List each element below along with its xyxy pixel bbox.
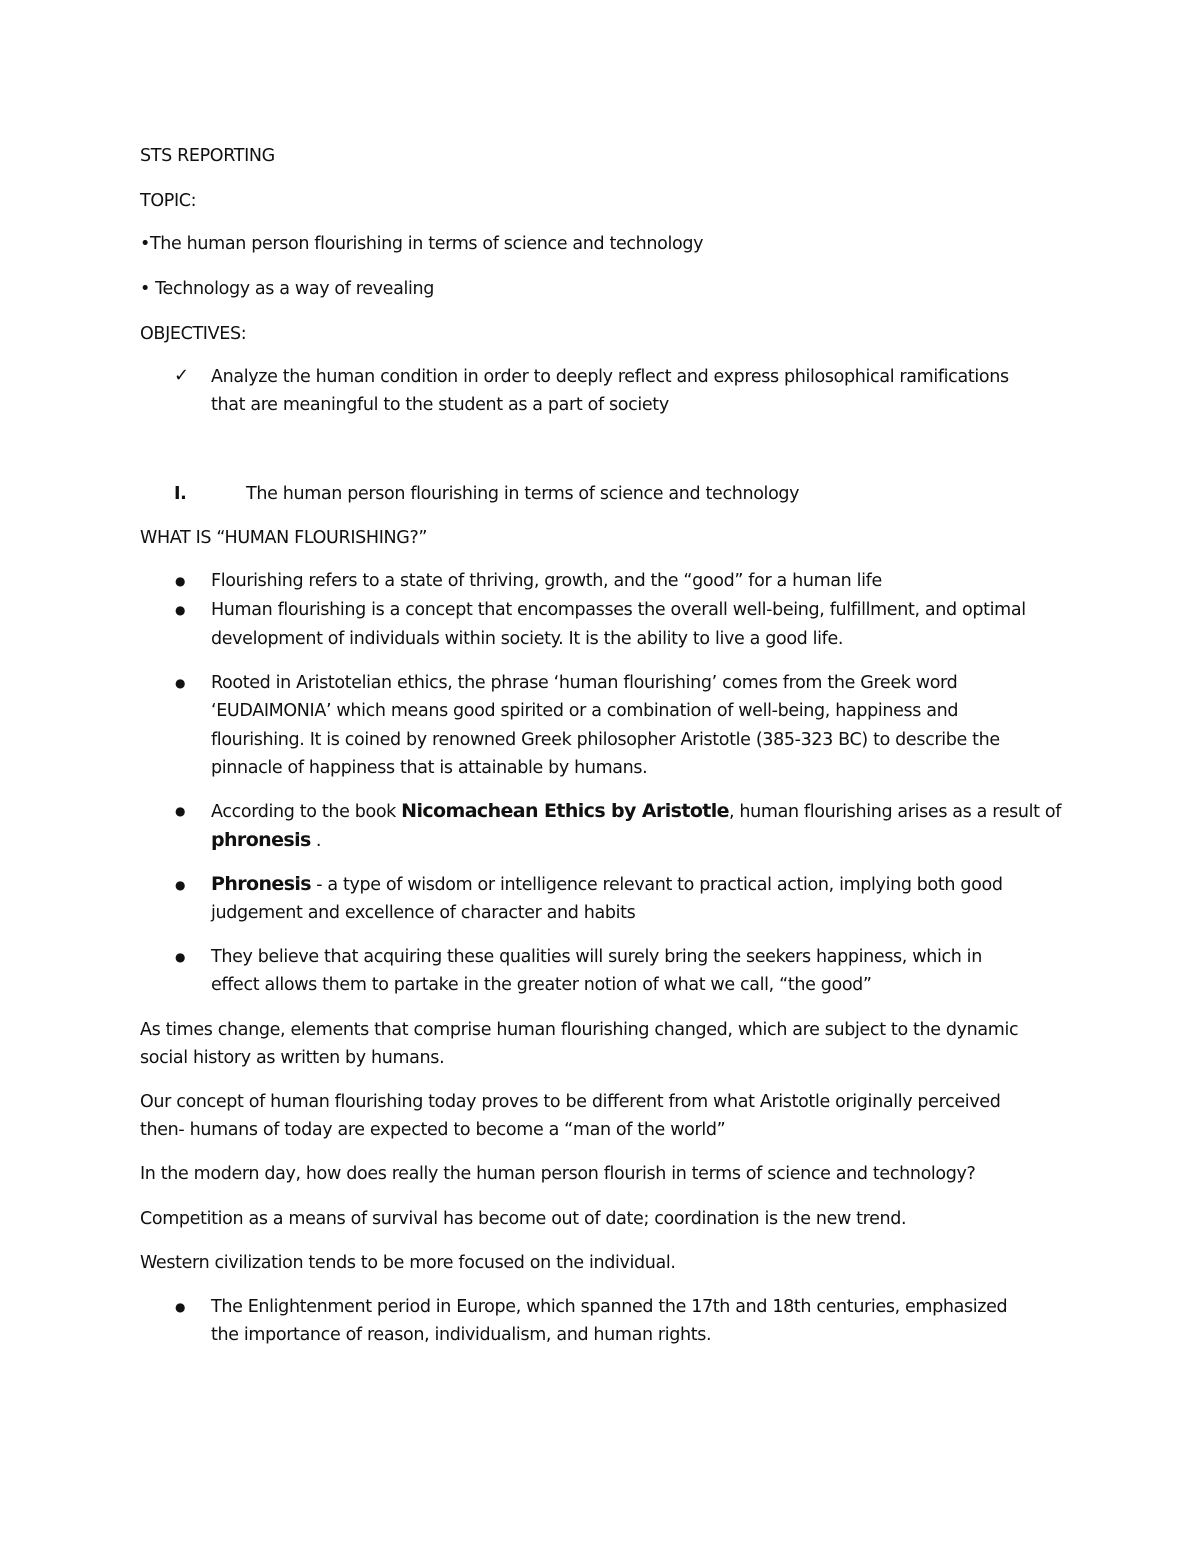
bullet-text: judgement and excellence of character and habits — [211, 903, 636, 923]
bullet-text: Flourishing refers to a state of thriving, growth, and the “good” for a human life — [211, 571, 882, 591]
book-title: Nicomachean Ethics by Aristotle — [401, 800, 729, 822]
phronesis-term: Phronesis — [211, 873, 312, 895]
paragraph-line: As times change, elements that comprise human flourishing changed, which are subject to the dynamic — [140, 1020, 1019, 1040]
bullet-text: pinnacle of happiness that is attainable by humans. — [211, 758, 648, 778]
paragraph-line: social history as written by humans. — [140, 1048, 445, 1068]
bullet-text: phronesis . — [211, 829, 322, 851]
objectives-label: OBJECTIVES: — [140, 324, 247, 344]
bullet-text: development of individuals within society. It is the ability to live a good life. — [211, 629, 844, 649]
bullet-icon: ● — [175, 676, 186, 690]
section-numeral: I. — [174, 484, 187, 504]
bullet-icon: ● — [175, 804, 186, 818]
paragraph-line: Western civilization tends to be more focused on the individual. — [140, 1253, 676, 1273]
bullet-text: Rooted in Aristotelian ethics, the phrase ‘human flourishing’ comes from the Greek word — [211, 673, 958, 693]
paragraph-line: then- humans of today are expected to become a “man of the world” — [140, 1120, 726, 1140]
bullet-text: effect allows them to partake in the greater notion of what we call, “the good” — [211, 975, 872, 995]
bullet-text: ‘EUDAIMONIA’ which means good spirited or a combination of well-being, happiness and — [211, 701, 959, 721]
phronesis-term: phronesis — [211, 829, 311, 851]
bullet-text: Human flourishing is a concept that encompasses the overall well-being, fulfillment, and optimal — [211, 600, 1026, 620]
bullet-text: The Enlightenment period in Europe, which spanned the 17th and 18th centuries, emphasized — [211, 1297, 1008, 1317]
bullet-icon: ● — [175, 603, 186, 617]
topic-label: TOPIC: — [140, 191, 197, 211]
section-question: WHAT IS “HUMAN FLOURISHING?” — [140, 528, 428, 548]
topic-item: •The human person flourishing in terms of science and technology — [140, 234, 704, 254]
topic-item: • Technology as a way of revealing — [140, 279, 434, 299]
objective-text: Analyze the human condition in order to deeply reflect and express philosophical ramifications — [211, 367, 1009, 387]
objective-text: that are meaningful to the student as a part of society — [211, 395, 669, 415]
paragraph-line: In the modern day, how does really the human person flourish in terms of science and technology? — [140, 1164, 976, 1184]
bullet-icon: ● — [175, 878, 186, 892]
bullet-icon: ● — [175, 1300, 186, 1314]
bullet-text: They believe that acquiring these qualities will surely bring the seekers happiness, which in — [211, 947, 982, 967]
section-heading: The human person flourishing in terms of science and technology — [246, 484, 800, 504]
bullet-text: Phronesis - a type of wisdom or intelligence relevant to practical action, implying both good — [211, 873, 1003, 895]
bullet-icon: ● — [175, 574, 186, 588]
bullet-text: the importance of reason, individualism, and human rights. — [211, 1325, 712, 1345]
checkmark-icon: ✓ — [174, 365, 190, 386]
document-title: STS REPORTING — [140, 146, 275, 166]
paragraph-line: Our concept of human flourishing today proves to be different from what Aristotle originally perceived — [140, 1092, 1001, 1112]
bullet-text: flourishing. It is coined by renowned Greek philosopher Aristotle (385-323 BC) to describe the — [211, 730, 1000, 750]
bullet-icon: ● — [175, 950, 186, 964]
paragraph-line: Competition as a means of survival has become out of date; coordination is the new trend. — [140, 1209, 907, 1229]
bullet-text: According to the book Nicomachean Ethics by Aristotle, human flourishing arises as a result of — [211, 800, 1062, 822]
